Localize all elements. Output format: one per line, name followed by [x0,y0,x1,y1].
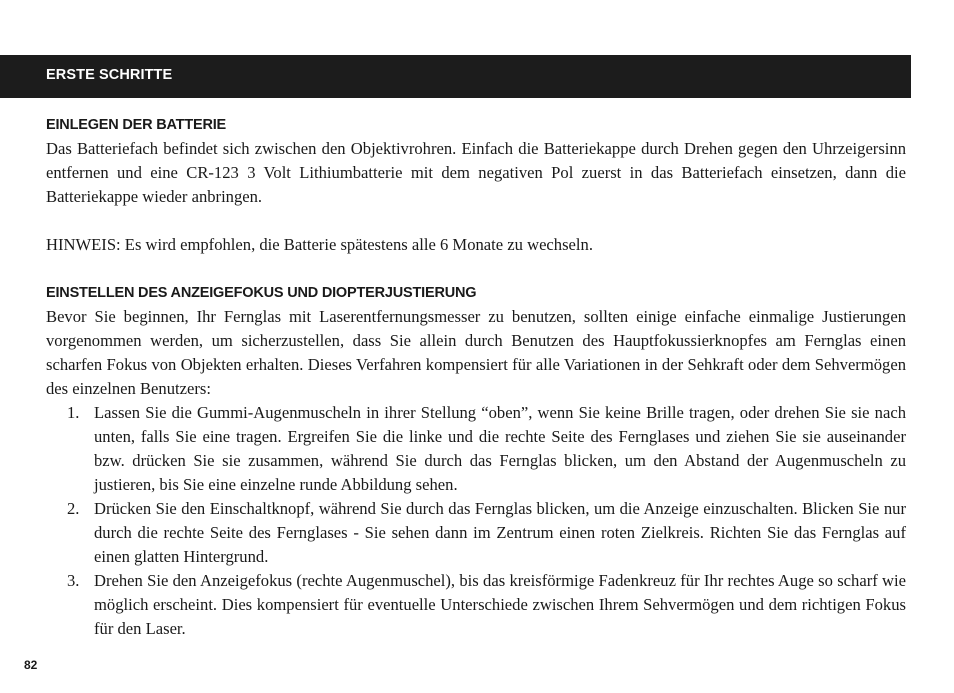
steps-list [46,401,906,641]
spacer [46,257,906,281]
list-item-number: 2. [67,499,80,518]
heading-battery: EINLEGEN DER BATTERIE [46,117,227,133]
section-title: ERSTE SCHRITTE [46,67,173,83]
paragraph-battery: Das Batteriefach befindet sich zwischen den Objektivrohren. Einfach die Batteriekappe durch Drehen gegen den Uhrzeigersinn entfernen und eine CR-123 3 Volt Lithiumbatterie mit dem negativen Pol zuerst in das Batteriefach einsetzen, dann die Batteriekappe wieder anbringen. [46,139,906,206]
paragraph-focus-intro: Bevor Sie beginnen, Ihr Fernglas mit Laserentfernungsmesser zu benutzen, sollten einige einfache einmalige Justierungen vorgenommen werden, um sicherzustellen, dass Sie allein durch Benutzen des Hauptfokussierknopfes am Fernglas einen scharfen Fokus von Objekten erhalten. Dieses Verfahren kompensiert für alle Variationen in der Sehkraft oder dem Sehvermögen des einzelnen Benutzers: [46,307,906,398]
list-item-number: 3. [67,571,80,590]
spacer [46,209,906,233]
list-item [46,401,906,497]
section-header-bar [0,55,911,98]
heading-focus: EINSTELLEN DES ANZEIGEFOKUS UND DIOPTERJUSTIERUNG [46,285,477,301]
page-content [46,113,906,641]
list-item [46,569,906,641]
list-item-text: Drücken Sie den Einschaltknopf, während Sie durch das Fernglas blicken, um die Anzeige einzuschalten. Blicken Sie nur durch die rechte Seite des Fernglases - Sie sehen dann im Zentrum einen roten Zielkreis. Richten Sie das Fernglas auf einen glatten Hintergrund. [94,499,906,566]
list-item-text: Drehen Sie den Anzeigefokus (rechte Augenmuschel), bis das kreisförmige Fadenkreuz für Ihr rechtes Auge so scharf wie möglich erscheint. Dies kompensiert für eventuelle Unterschiede zwischen Ihrem Sehvermögen und dem richtigen Fokus für den Laser. [94,571,906,638]
note-battery: HINWEIS: Es wird empfohlen, die Batterie spätestens alle 6 Monate zu wechseln. [46,235,593,254]
list-item-number: 1. [67,403,80,422]
list-item [46,497,906,569]
page-number: 82 [24,658,38,672]
list-item-text: Lassen Sie die Gummi-Augenmuscheln in ihrer Stellung “oben”, wenn Sie keine Brille tragen, oder drehen Sie sie nach unten, falls Sie eine tragen. Ergreifen Sie die linke und die rechte Seite des Fernglases und ziehen Sie sie auseinander bzw. drücken Sie sie zusammen, während Sie durch das Fernglas blicken, um den Abstand der Augenmuscheln zu justieren, bis Sie eine einzelne runde Abbildung sehen. [94,403,906,494]
